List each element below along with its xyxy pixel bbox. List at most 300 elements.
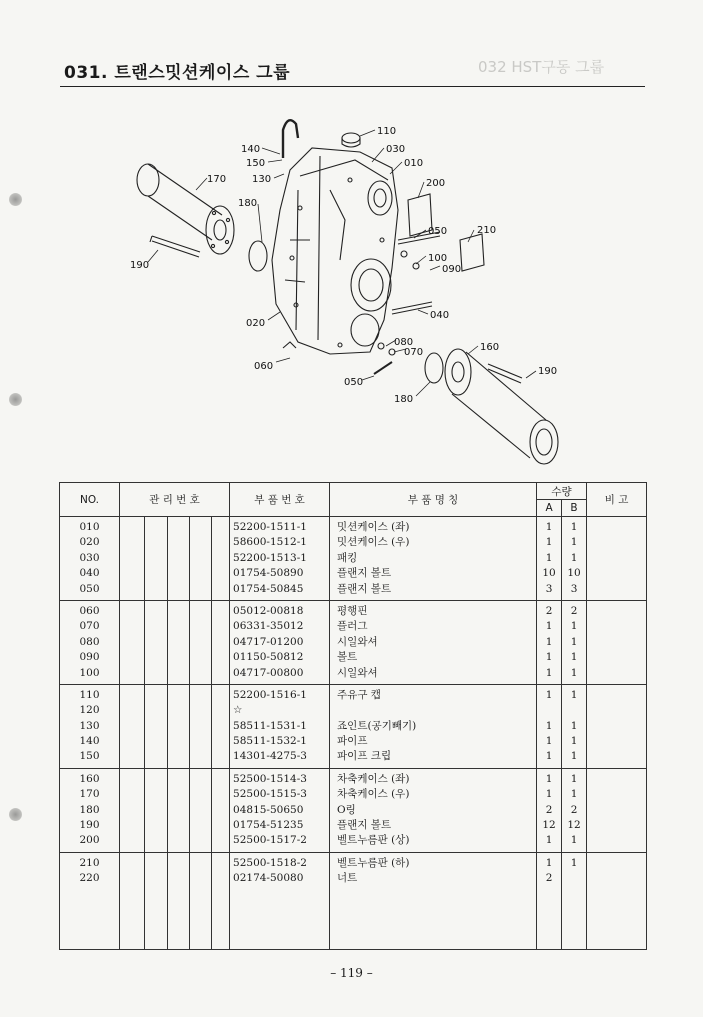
callout-label: 050 xyxy=(344,377,364,388)
management-no-cell-line xyxy=(212,719,229,734)
qty-a-cell-line: 3 xyxy=(545,582,553,595)
part-name-cell-line: 차축케이스 (우) xyxy=(337,788,410,801)
qty-b-cell-line: 1 xyxy=(570,620,578,633)
qty-a-cell xyxy=(537,684,562,768)
management-no-cell xyxy=(145,768,168,852)
part-no-cell-line: 120 xyxy=(79,704,100,717)
transmission-housing-drawing xyxy=(272,148,398,354)
management-no-cell-line xyxy=(212,749,229,764)
part-name-cell xyxy=(330,684,537,768)
management-no-cell-line xyxy=(212,772,229,787)
belt-plate-lower-drawing xyxy=(460,234,484,271)
management-no-cell xyxy=(212,517,230,601)
management-no-cell xyxy=(212,768,230,852)
management-no-cell-line xyxy=(145,772,167,787)
part-number-cell-line: 14301-4275-3 xyxy=(233,750,307,763)
callout-label: 180 xyxy=(394,394,414,405)
management-no-cell-line xyxy=(145,582,167,597)
callout-label: 130 xyxy=(252,174,272,185)
parts-group-row xyxy=(60,600,647,684)
header-qty-a: A xyxy=(537,500,562,517)
management-no-cell-line xyxy=(168,917,189,932)
remarks-cell-line xyxy=(587,520,646,535)
management-no-cell xyxy=(120,600,145,684)
part-name-cell-line: 파이프 크립 xyxy=(337,750,392,763)
exploded-parts-diagram xyxy=(0,90,703,490)
management-no-cell-line xyxy=(190,703,211,718)
management-no-cell-line xyxy=(168,604,189,619)
remarks-cell-line xyxy=(587,917,646,932)
part-no-cell-line: 090 xyxy=(79,651,100,664)
qty-a-cell-line: 1 xyxy=(545,856,553,869)
remarks-cell-line xyxy=(587,551,646,566)
management-no-cell-line xyxy=(168,803,189,818)
remarks-cell-line xyxy=(587,688,646,703)
management-no-cell-line xyxy=(190,787,211,802)
qty-a-cell-line xyxy=(537,902,561,917)
remarks-cell-line xyxy=(587,856,646,871)
callout-label: 190 xyxy=(130,260,150,271)
management-no-cell xyxy=(145,684,168,768)
part-no-cell-line: 160 xyxy=(79,772,100,785)
callout-label: 030 xyxy=(386,144,406,155)
part-name-cell-line: 파이프 xyxy=(337,735,368,748)
management-no-cell xyxy=(190,517,212,601)
qty-a-cell-line xyxy=(537,887,561,902)
part-name-cell xyxy=(330,600,537,684)
qty-b-cell-line: 10 xyxy=(567,567,581,580)
management-no-cell-line xyxy=(145,833,167,848)
qty-a-cell-line: 1 xyxy=(545,666,553,679)
management-no-cell-line xyxy=(212,902,229,917)
part-name-cell-line: 주유구 캡 xyxy=(337,688,381,701)
remarks-cell xyxy=(587,684,647,768)
management-no-cell-line xyxy=(168,535,189,550)
management-no-cell-line xyxy=(145,650,167,665)
part-number-cell-line: 02174-50080 xyxy=(233,872,304,885)
callout-label: 090 xyxy=(442,264,462,275)
page-title: 031. 트랜스밋션케이스 그룹 xyxy=(64,63,291,83)
management-no-cell-line xyxy=(190,856,211,871)
management-no-cell-line xyxy=(212,917,229,932)
part-number-cell-line: 04815-50650 xyxy=(233,803,304,816)
management-no-cell-line xyxy=(212,688,229,703)
management-no-cell-line xyxy=(120,520,144,535)
remarks-cell-line xyxy=(587,566,646,581)
qty-a-cell-line: 1 xyxy=(545,536,553,549)
management-no-cell-line xyxy=(120,856,144,871)
management-no-cell-line xyxy=(168,635,189,650)
callout-label: 150 xyxy=(246,158,266,169)
parts-table-body xyxy=(60,517,647,950)
qty-b-cell-line: 2 xyxy=(570,604,578,617)
management-no-cell-line xyxy=(168,856,189,871)
remarks-cell-line xyxy=(587,803,646,818)
part-no-cell-line: 220 xyxy=(79,872,100,885)
qty-a-cell-line: 2 xyxy=(545,872,553,885)
qty-b-cell-line xyxy=(562,917,586,932)
part-no-cell-line: 150 xyxy=(79,750,100,763)
qty-b-cell-line: 1 xyxy=(570,772,578,785)
qty-a-cell xyxy=(537,600,562,684)
management-no-cell-line xyxy=(168,787,189,802)
management-no-cell-line xyxy=(120,688,144,703)
management-no-cell-line xyxy=(120,719,144,734)
management-no-cell-line xyxy=(190,887,211,902)
qty-a-cell-line: 1 xyxy=(545,551,553,564)
management-no-cell-line xyxy=(190,582,211,597)
part-name-cell-line xyxy=(337,887,536,902)
management-no-cell-line xyxy=(120,566,144,581)
management-no-cell xyxy=(120,517,145,601)
management-no-cell-line xyxy=(145,871,167,886)
part-name-cell-line: 플랜지 볼트 xyxy=(337,567,392,580)
part-no-cell xyxy=(60,852,120,949)
remarks-cell-line xyxy=(587,703,646,718)
remarks-cell-line xyxy=(587,719,646,734)
part-number-cell-line: 52500-1518-2 xyxy=(233,856,307,869)
management-no-cell-line xyxy=(212,582,229,597)
part-no-cell-line: 010 xyxy=(79,521,100,533)
management-no-cell-line xyxy=(120,871,144,886)
management-no-cell-line xyxy=(168,833,189,848)
management-no-cell-line xyxy=(212,619,229,634)
part-number-cell-line xyxy=(233,902,329,917)
management-no-cell xyxy=(120,684,145,768)
management-no-cell-line xyxy=(212,787,229,802)
part-name-cell-line xyxy=(337,703,536,718)
qty-b-cell-line: 1 xyxy=(570,688,578,701)
part-number-cell-line: 06331-35012 xyxy=(233,620,304,633)
management-no-cell-line xyxy=(120,772,144,787)
oil-cap-drawing xyxy=(342,133,360,143)
remarks-cell-line xyxy=(587,635,646,650)
management-no-cell-line xyxy=(190,871,211,886)
part-number-cell xyxy=(230,852,330,949)
part-number-cell xyxy=(230,768,330,852)
management-no-cell-line xyxy=(212,551,229,566)
header-qty-b: B xyxy=(562,500,587,517)
part-no-cell-line: 130 xyxy=(79,719,100,732)
management-no-cell-line xyxy=(168,749,189,764)
management-no-cell-line xyxy=(145,551,167,566)
qty-b-cell-line xyxy=(562,902,586,917)
part-name-cell xyxy=(330,517,537,601)
part-number-cell-line: 52500-1515-3 xyxy=(233,788,307,801)
part-number-cell-line: 52500-1514-3 xyxy=(233,772,307,785)
callout-label: 070 xyxy=(404,347,424,358)
management-no-cell-line xyxy=(120,818,144,833)
qty-a-cell-line: 1 xyxy=(545,635,553,648)
management-no-cell-line xyxy=(145,719,167,734)
part-number-cell-line: 05012-00818 xyxy=(233,604,304,617)
management-no-cell-line xyxy=(212,635,229,650)
management-no-cell xyxy=(168,684,190,768)
management-no-cell-line xyxy=(120,635,144,650)
management-no-cell-line xyxy=(168,582,189,597)
qty-a-cell-line: 10 xyxy=(542,567,556,580)
callout-label: 180 xyxy=(238,198,258,209)
callout-label: 160 xyxy=(480,342,500,353)
qty-b-cell xyxy=(562,768,587,852)
part-number-cell xyxy=(230,517,330,601)
qty-b-cell-line: 1 xyxy=(570,635,578,648)
qty-b-cell-line: 1 xyxy=(570,521,578,533)
callout-label: 050 xyxy=(428,226,448,237)
part-number-cell-line: 58511-1532-1 xyxy=(233,735,307,748)
management-no-cell-line xyxy=(120,787,144,802)
left-bolt-drawing xyxy=(150,236,200,257)
management-no-cell-line xyxy=(212,871,229,886)
management-no-cell-line xyxy=(190,535,211,550)
left-o-ring-drawing xyxy=(249,241,267,271)
management-no-cell xyxy=(190,852,212,949)
qty-b-cell-line: 1 xyxy=(570,551,578,564)
part-name-cell-line: 플랜지 볼트 xyxy=(337,819,392,832)
part-no-cell xyxy=(60,517,120,601)
part-no-cell xyxy=(60,600,120,684)
management-no-cell-line xyxy=(168,566,189,581)
part-no-cell-line: 110 xyxy=(79,688,100,701)
part-name-cell-line: O링 xyxy=(337,803,356,816)
part-no-cell-line: 100 xyxy=(79,666,100,679)
part-number-cell-line: 52200-1516-1 xyxy=(233,688,307,701)
qty-a-cell-line: 12 xyxy=(542,819,556,832)
callout-label: 140 xyxy=(241,144,261,155)
management-no-cell-line xyxy=(120,582,144,597)
qty-a-cell xyxy=(537,768,562,852)
remarks-cell-line xyxy=(587,818,646,833)
management-no-cell-line xyxy=(212,734,229,749)
qty-b-cell-line: 2 xyxy=(570,803,578,816)
qty-a-cell-line: 2 xyxy=(545,604,553,617)
remarks-cell-line xyxy=(587,871,646,886)
management-no-cell-line xyxy=(120,551,144,566)
part-number-cell xyxy=(230,684,330,768)
binder-hole-icon xyxy=(9,808,22,821)
parts-group-row xyxy=(60,517,647,601)
management-no-cell-line xyxy=(190,635,211,650)
callout-label: 010 xyxy=(404,158,424,169)
part-no-cell-line: 210 xyxy=(79,856,100,869)
management-no-cell xyxy=(168,852,190,949)
part-name-cell-line: 시일와셔 xyxy=(337,666,378,679)
remarks-cell-line xyxy=(587,535,646,550)
management-no-cell xyxy=(120,768,145,852)
part-number-cell xyxy=(230,600,330,684)
management-no-cell xyxy=(212,684,230,768)
qty-a-cell-line xyxy=(537,703,561,718)
management-no-cell-line xyxy=(168,719,189,734)
management-no-cell-line xyxy=(212,833,229,848)
management-no-cell-line xyxy=(190,833,211,848)
management-no-cell-line xyxy=(190,551,211,566)
management-no-cell-line xyxy=(168,650,189,665)
part-no-cell-line: 180 xyxy=(79,803,100,816)
remarks-cell-line xyxy=(587,887,646,902)
remarks-cell-line xyxy=(587,666,646,681)
part-no-cell xyxy=(60,768,120,852)
part-name-cell-line: 차축케이스 (좌) xyxy=(337,772,410,785)
header-remarks: 비 고 xyxy=(587,483,647,517)
part-no-cell-line: 030 xyxy=(79,551,100,564)
management-no-cell-line xyxy=(120,887,144,902)
management-no-cell-line xyxy=(168,734,189,749)
management-no-cell xyxy=(145,600,168,684)
part-name-cell-line: 플러그 xyxy=(337,620,368,633)
qty-b-cell-line: 12 xyxy=(567,819,581,832)
management-no-cell-line xyxy=(145,666,167,681)
management-no-cell-line xyxy=(212,666,229,681)
part-name-cell-line: 너트 xyxy=(337,872,358,885)
management-no-cell-line xyxy=(212,856,229,871)
parts-group-row xyxy=(60,768,647,852)
part-no-cell-line: 060 xyxy=(79,604,100,617)
remarks-cell xyxy=(587,517,647,601)
callout-label: 190 xyxy=(538,366,558,377)
qty-b-cell-line xyxy=(562,871,586,886)
management-no-cell-line xyxy=(120,604,144,619)
qty-a-cell xyxy=(537,852,562,949)
qty-b-cell-line: 1 xyxy=(570,856,578,869)
management-no-cell-line xyxy=(190,566,211,581)
part-no-cell-line: 200 xyxy=(79,834,100,847)
management-no-cell-line xyxy=(190,772,211,787)
management-no-cell xyxy=(168,517,190,601)
management-no-cell xyxy=(145,517,168,601)
remarks-cell-line xyxy=(587,787,646,802)
qty-a-cell-line: 1 xyxy=(545,772,553,785)
callout-label: 100 xyxy=(428,253,448,264)
qty-b-cell-line: 1 xyxy=(570,788,578,801)
management-no-cell-line xyxy=(120,749,144,764)
management-no-cell-line xyxy=(145,604,167,619)
management-no-cell-line xyxy=(120,703,144,718)
management-no-cell-line xyxy=(212,887,229,902)
management-no-cell-line xyxy=(145,619,167,634)
management-no-cell-line xyxy=(145,749,167,764)
part-no-cell-line: 190 xyxy=(79,819,100,832)
management-no-cell xyxy=(168,600,190,684)
qty-b-cell-line: 1 xyxy=(570,666,578,679)
part-number-cell-line: 01754-50890 xyxy=(233,567,304,580)
management-no-cell-line xyxy=(168,818,189,833)
management-no-cell-line xyxy=(145,803,167,818)
header-quantity: 수량 xyxy=(537,483,587,500)
remarks-cell-line xyxy=(587,902,646,917)
part-name-cell-line: 밋션케이스 (우) xyxy=(337,536,410,549)
part-name-cell-line: 평행핀 xyxy=(337,604,368,617)
management-no-cell-line xyxy=(212,650,229,665)
part-number-cell-line: 58600-1512-1 xyxy=(233,536,307,549)
management-no-cell-line xyxy=(120,803,144,818)
management-no-cell-line xyxy=(190,902,211,917)
part-number-cell-line: 52500-1517-2 xyxy=(233,834,307,847)
management-no-cell-line xyxy=(168,871,189,886)
management-no-cell-line xyxy=(190,719,211,734)
part-number-cell-line: 52200-1511-1 xyxy=(233,521,307,533)
management-no-cell-line xyxy=(145,688,167,703)
part-number-cell-line xyxy=(233,887,329,902)
management-no-cell-line xyxy=(190,688,211,703)
management-no-cell xyxy=(190,600,212,684)
management-no-cell-line xyxy=(145,703,167,718)
part-no-cell-line: 040 xyxy=(79,567,100,580)
remarks-cell-line xyxy=(587,604,646,619)
management-no-cell-line xyxy=(120,535,144,550)
management-no-cell-line xyxy=(212,803,229,818)
parts-list-table xyxy=(59,482,647,950)
management-no-cell-line xyxy=(120,833,144,848)
part-name-cell-line: 죠인트(공기빼기) xyxy=(337,719,417,732)
part-name-cell-line: 벨트누름판 (상) xyxy=(337,834,410,847)
management-no-cell-line xyxy=(190,619,211,634)
qty-b-cell xyxy=(562,684,587,768)
part-no-cell-line xyxy=(60,917,119,932)
management-no-cell-line xyxy=(190,604,211,619)
management-no-cell-line xyxy=(145,535,167,550)
management-no-cell-line xyxy=(190,520,211,535)
callout-label: 080 xyxy=(394,337,414,348)
qty-a-cell-line: 1 xyxy=(545,750,553,763)
management-no-cell-line xyxy=(145,818,167,833)
management-no-cell-line xyxy=(190,666,211,681)
callout-label: 210 xyxy=(477,225,497,236)
callout-label: 110 xyxy=(377,126,397,137)
management-no-cell-line xyxy=(120,666,144,681)
management-no-cell-line xyxy=(168,619,189,634)
management-no-cell-line xyxy=(212,520,229,535)
callout-label: 040 xyxy=(430,310,450,321)
remarks-cell-line xyxy=(587,734,646,749)
qty-b-cell-line: 1 xyxy=(570,651,578,664)
qty-a-cell-line: 1 xyxy=(545,651,553,664)
management-no-cell-line xyxy=(145,787,167,802)
management-no-cell-line xyxy=(145,887,167,902)
part-no-cell xyxy=(60,684,120,768)
qty-a-cell-line: 1 xyxy=(545,521,553,533)
right-bolt-drawing xyxy=(488,364,522,383)
callout-label: 200 xyxy=(426,178,446,189)
management-no-cell-line xyxy=(168,887,189,902)
management-no-cell-line xyxy=(168,520,189,535)
management-no-cell-line xyxy=(190,818,211,833)
management-no-cell-line xyxy=(145,902,167,917)
qty-a-cell-line: 1 xyxy=(545,719,553,732)
part-no-cell-line: 140 xyxy=(79,735,100,748)
management-no-cell xyxy=(145,852,168,949)
callout-label: 060 xyxy=(254,361,274,372)
management-no-cell-line xyxy=(168,551,189,566)
management-no-cell xyxy=(212,852,230,949)
remarks-cell-line xyxy=(587,650,646,665)
part-no-cell-line xyxy=(60,887,119,902)
remarks-cell-line xyxy=(587,833,646,848)
part-number-cell-line: 01754-51235 xyxy=(233,819,304,832)
part-name-cell-line: 볼트 xyxy=(337,651,358,664)
page-number: – 119 – xyxy=(330,966,373,980)
part-no-cell-line: 170 xyxy=(79,788,100,801)
qty-a-cell-line: 1 xyxy=(545,735,553,748)
management-no-cell-line xyxy=(168,703,189,718)
part-name-cell xyxy=(330,852,537,949)
part-number-cell-line: 58511-1531-1 xyxy=(233,719,307,732)
management-no-cell-line xyxy=(190,734,211,749)
qty-a-cell xyxy=(537,517,562,601)
management-no-cell-line xyxy=(168,688,189,703)
management-no-cell-line xyxy=(212,818,229,833)
remarks-cell xyxy=(587,600,647,684)
